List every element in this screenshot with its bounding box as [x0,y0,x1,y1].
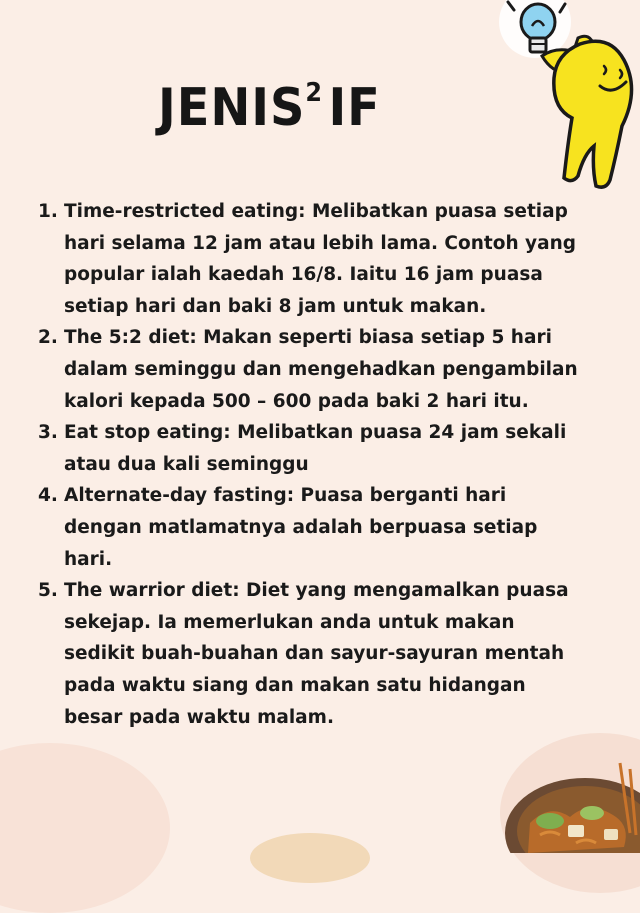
page-title [158,78,381,138]
list-item-text: Time-restricted eating: Melibatkan puasa setiap hari selama 12 jam atau lebih lama. Contoh yang popular ialah kaedah 16/8. Iaitu 16 jam puasa setiap hari dan baki 8 jam untuk makan. [64,201,577,317]
background-blob-bottom [250,833,370,883]
list-item [38,322,578,417]
title-superscript: 2 [305,78,323,108]
list-item [38,575,578,733]
list-number: 3. [38,422,58,444]
list-number: 4. [38,485,58,507]
list-item [38,417,578,480]
list-number: 2. [38,327,58,349]
title-suffix: IF [328,78,381,138]
list-number: 1. [38,201,58,222]
mascot-lightbulb-illustration [480,0,640,210]
food-bowl-illustration [480,743,640,853]
list-item-text: The warrior diet: Diet yang mengamalkan puasa sekejap. Ia memerlukan anda untuk makan sedikit buah-buahan dan sayur-sayuran mentah pada waktu siang dan makan satu hidangan besar pada waktu malam. [64,580,569,728]
if-types-list [38,196,578,733]
list-number: 5. [38,580,58,602]
list-item [38,480,578,575]
title-main: JENIS [158,78,306,138]
list-item [38,196,578,322]
list-item-text: Eat stop eating: Melibatkan puasa 24 jam sekali atau dua kali seminggu [64,422,567,475]
background-blob-left [0,743,170,913]
list-item-text: Alternate-day fasting: Puasa berganti hari dengan matlamatnya adalah berpuasa setiap hari. [64,485,538,570]
yellow-character-icon [542,36,632,187]
list-item-text: The 5:2 diet: Makan seperti biasa setiap 5 hari dalam seminggu dan mengehadkan pengambilan kalori kepada 500 – 600 pada baki 2 hari itu. [64,327,578,412]
